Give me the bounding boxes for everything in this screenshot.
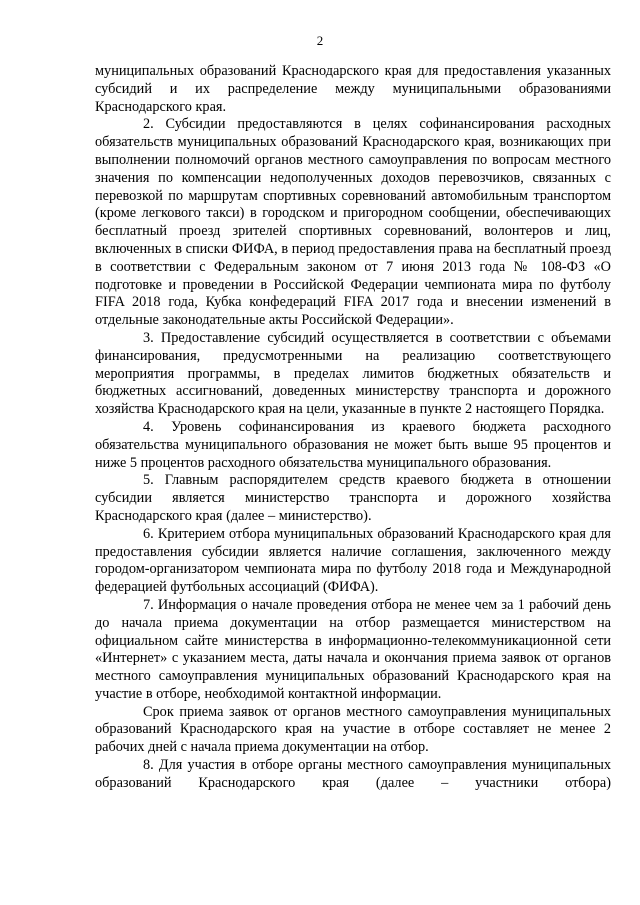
page-number: 2	[316, 33, 324, 48]
paragraph-6: 6. Критерием отбора муниципальных образований Краснодарского края для предоставления субсидии является наличие соглашения, заключенного между городом-организатором чемпионата мира по футболу 2018 года и Международной федерацией футбольных ассоциаций (ФИФА).	[95, 525, 611, 596]
paragraph-7-deadline: Срок приема заявок от органов местного самоуправления муниципальных образований Краснодарского края на участие в отборе составляет не менее 2 рабочих дней с начала приема документации на отбор.	[95, 703, 611, 756]
paragraph-7: 7. Информация о начале проведения отбора не менее чем за 1 рабочий день до начала приема документации на отбор размещается министерством на официальном сайте министерства в информационно-телекоммуникационной сети «Интернет» с указанием места, даты начала и окончания приема заявок от органов местного самоуправления муниципальных образований Краснодарского края на участие в отборе, необходимой контактной информации.	[95, 596, 611, 702]
document-body	[95, 63, 611, 793]
paragraph-5: 5. Главным распорядителем средств краевого бюджета в отношении субсидии является министерство транспорта и дорожного хозяйства Краснодарского края (далее – министерство).	[95, 472, 611, 524]
paragraph-2: 2. Субсидии предоставляются в целях софинансирования расходных обязательств муниципальных образований Краснодарского края, возникающих при выполнении полномочий органов местного самоуправления по вопросам местного значения по компенсации недополученных доходов перевозчиков, связанных с перевозкой по маршрутам спортивных соревнований автомобильным транспортом (кроме легкового такси) в городском и пригородном сообщении, обеспечивающих бесплатный проезд зрителей спортивных соревнований, волонтеров и лиц, включенных в списки ФИФА, в период предоставления права на бесплатный проезд в соответствии с Федеральным законом от 7 июня 2013 года № 108-ФЗ «О подготовке и проведении в Российской Федерации чемпионата мира по футболу FIFA 2018 года, Кубка конфедераций FIFA 2017 года и внесении изменений в отдельные законодательные акты Российской Федерации».	[95, 116, 611, 329]
paragraph-4: 4. Уровень софинансирования из краевого бюджета расходного обязательства муниципального образования не может быть выше 95 процентов и ниже 5 процентов расходного обязательства муниципального образования.	[95, 418, 611, 471]
paragraph-8: 8. Для участия в отборе органы местного самоуправления муниципальных образований Краснодарского края (далее – участники отбора)	[95, 757, 611, 791]
paragraph-continuation: муниципальных образований Краснодарского края для предоставления указанных субсидий и их распределение между муниципальными образованиями Краснодарского края.	[95, 63, 611, 115]
paragraph-3: 3. Предоставление субсидий осуществляется в соответствии с объемами финансирования, предусмотренными на реализацию соответствующего мероприятия программы, в пределах лимитов бюджетных обязательств и бюджетных ассигнований, доведенных министерству транспорта и дорожного хозяйства Краснодарского края на цели, указанные в пункте 2 настоящего Порядка.	[95, 329, 611, 418]
